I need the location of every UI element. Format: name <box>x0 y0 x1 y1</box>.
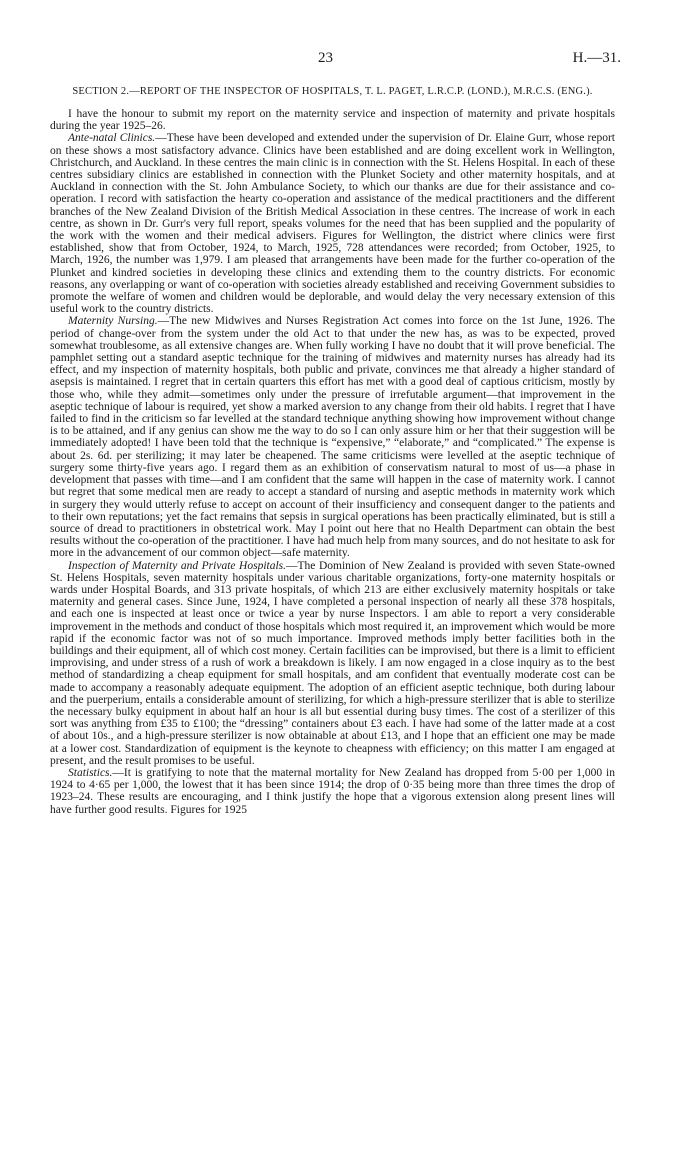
paragraph-text: —The new Midwives and Nurses Registration Act comes into force on the 1st June, 1926. The period of change-over from the system under the old Act to that under the new has, as was to be expected, proved somewhat troublesome, as all extensive changes are. When fully working I have no doubt that it will prove beneficial. The pamphlet setting out a standard aseptic technique for the training of midwives and maternity nurses has already had its effect, and my inspection of maternity hospitals, both public and private, convinces me that already a higher standard of asepsis is maintained. I regret that in certain quarters this effort has met with a good deal of captious criticism, mostly by those who, while they admit—sometimes only under the pressure of irrefutable argument—that improvement in the aseptic technique of labour is required, yet show a marked aversion to any change from their old habits. I regret that I have failed to find in the criticism so far levelled at the standard technique anything showing how improvement without change is to be attained, and if any genius can show me the way to do so I can only assure him or her that their suggestion will be immediately adopted! I have been told that the technique is “expensive,” “elaborate,” and “complicated.” The expense is about 2s. 6d. per sterilizing; it may later be cheapened. The same criticisms were levelled at the aseptic technique of surgery some thirty-five years ago. I regard them as an exhibition of conservatism natural to most of us—a phase in development that passes with time—and I am confident that the same will happen in the case of maternity work. I cannot but regret that some medical men are ready to accept a standard of nursing and aseptic methods in maternity work which in surgery they would utterly refuse to accept on account of their insufficiency and consequent danger to the patients and to their own reputations; yet the fact remains that sepsis in surgical operations has been practically eliminated, but is still a source of dread to practitioners in obstetrical work. May I point out here that no Health Department can obtain the best results without the co-operation of the practitioner. I have had much help from many sources, and do not hesitate to ask for more in the advancement of our common object—safe maternity. <box>50 315 615 560</box>
paragraph-heading: Maternity Nursing. <box>68 315 158 328</box>
page-header <box>50 50 621 72</box>
paragraph-intro <box>50 108 615 132</box>
paragraph-heading: Inspection of Maternity and Private Hospitals. <box>68 559 287 572</box>
paragraph-maternity-nursing <box>50 315 615 559</box>
document-page <box>50 50 621 816</box>
section-title: SECTION 2.—REPORT OF THE INSPECTOR OF HOSPITALS, T. L. PAGET, L.R.C.P. (LOND.), M.R.C.S. (ENG.). <box>72 86 593 97</box>
document-reference: H.—31. <box>572 50 621 66</box>
paragraph-text: —The Dominion of New Zealand is provided with seven State-owned St. Helens Hospitals, seven maternity hospitals under various charitable organizations, forty-one maternity hospitals or wards under Hospital Boards, and 313 private hospitals, of which 213 are either exclusively maternity hospitals or take maternity and general cases. Since June, 1924, I have completed a personal inspection of nearly all these 378 hospitals, and each one is inspected at least once or twice a year by nurse Inspectors. I am able to report a very considerable improvement in the methods and conduct of those hospitals which most required it, an improvement which would be more rapid if the economic factor was not of so much importance. Improved methods imply better facilities both in the buildings and their equipment, all of which cost money. Certain facilities can be improvised, but there is a limit to efficient improvising, and under stress of a rush of work a breakdown is likely. I am now engaged in a close inquiry as to the best method of standardizing a cheap equipment for small hospitals, and am confident that eventually moderate cost can be made to accompany a reasonably adequate equipment. The adoption of an efficient aseptic technique, both during labour and the puerperium, entails a considerable amount of sterilizing, for which a high-pressure sterilizer that is able to sterilize the necessary bulky equipment in about half an hour is all but essential during busy times. The cost of a sterilizer of this sort was anything from £35 to £100; the “dressing” containers about £3 each. I have had some of the latter made at a cost of about 10s., and a high-pressure sterilizer is now obtainable at about £13, and I hope that an efficient one may be made at a lower cost. Standardization of equipment is the keynote to cheapness with efficiency; on this matter I am engaged at present, and the result promises to be useful. <box>50 559 615 767</box>
paragraph-text: I have the honour to submit my report on the maternity service and inspection of maternity and private hospitals during the year 1925–26. <box>50 108 615 133</box>
paragraph-heading: Statistics. <box>68 766 113 779</box>
paragraph-inspection <box>50 560 615 767</box>
paragraph-statistics <box>50 767 615 816</box>
paragraph-antenatal-clinics <box>50 132 615 315</box>
paragraph-heading: Ante-natal Clinics. <box>68 132 156 145</box>
paragraph-text: —It is gratifying to note that the maternal mortality for New Zealand has dropped from 5·00 per 1,000 in 1924 to 4·65 per 1,000, the lowest that it has been since 1914; the drop of 0·35 being more than three times the drop of 1923–24. These results are encouraging, and I think justify the hope that a vigorous extension along present lines will have further good results. Figures for 1925 <box>50 766 615 816</box>
report-body <box>50 108 615 816</box>
page-number: 23 <box>318 50 333 66</box>
paragraph-text: —These have been developed and extended under the supervision of Dr. Elaine Gurr, whose report on these shows a most satisfactory advance. Clinics have been established and are doing excellent work in Wellington, Christchurch, and Auckland. In these centres the main clinic is in connection with the St. Helens Hospital. In each of these centres subsidiary clinics are established in connection with the Plunket Society and other maternity hospitals, and at Auckland in connection with the St. John Ambulance Society, to which our thanks are due for their assistance and co-operation. I record with satisfaction the hearty co-operation and assistance of the medical practitioners and the different branches of the New Zealand Division of the British Medical Association in these centres. The increase of work in each centre, as shown in Dr. Gurr's very full report, speaks volumes for the need that has been supplied and the popularity of the work with the women and their medical advisers. Figures for Wellington, the district where clinics were first established, show that from October, 1924, to March, 1925, 728 attendances were recorded; from October, 1925, to March, 1926, the number was 1,979. I am pleased that arrangements have been made for the further co-operation of the Plunket and kindred societies in developing these clinics and extending them to the country districts. For economic reasons, any overlapping or want of co-operation with societies already established and receiving Government subsidies to promote the welfare of women and children would be deplorable, and would delay the very necessary extension of this useful work to the country districts. <box>50 132 615 316</box>
